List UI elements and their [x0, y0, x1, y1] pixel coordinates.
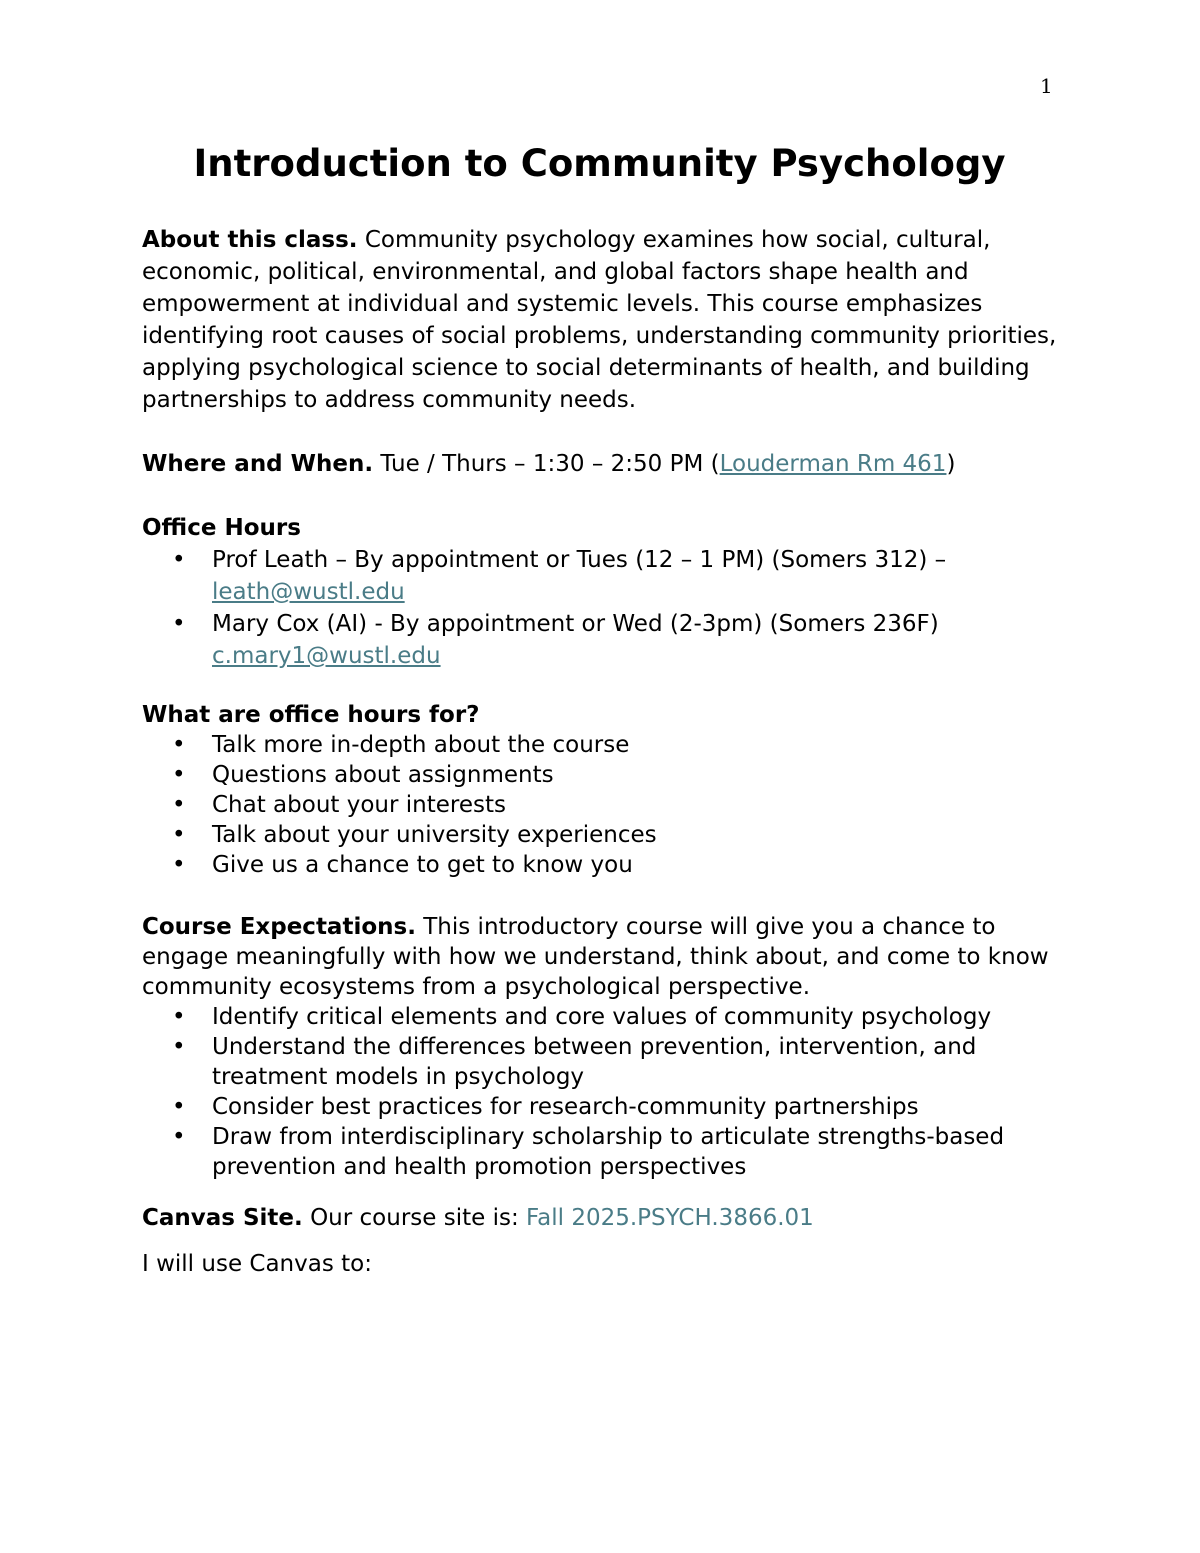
expectations-text: This introductory course will give you a chance to engage meaningfully with how we understand, think about, and come to know community ecosystems from a psychological perspective.	[142, 914, 1049, 1000]
office-hours-for-heading-text: What are office hours for?	[142, 702, 480, 728]
where-when-label: Where and When.	[142, 451, 374, 477]
canvas-use-line: I will use Canvas to:	[142, 1251, 372, 1277]
list-item: • Consider best practices for research-community partnerships	[142, 1092, 1067, 1122]
about-text: Community psychology examines how social, cultural, economic, political, environmental, and global factors shape health and empowerment at individual and systemic levels. This course emphasizes identifying root causes of social problems, understanding community priorities, applying psychological science to social determinants of health, and building partnerships to address community needs.	[142, 227, 1057, 413]
list-item: • Understand the differences between prevention, intervention, and treatment models in psychology	[142, 1032, 1067, 1092]
list-item: • Questions about assignments	[142, 760, 1067, 790]
prof-email-link[interactable]: leath@wustl.edu	[212, 579, 405, 605]
canvas-text: Our course site is:	[302, 1205, 527, 1231]
list-item	[142, 544, 1067, 608]
about-paragraph	[142, 224, 1067, 416]
expectations-paragraph	[142, 912, 1067, 1002]
office-hours-list	[142, 544, 1067, 672]
list-item: • Draw from interdisciplinary scholarship to articulate strengths-based prevention and health promotion perspectives	[142, 1122, 1067, 1182]
office-hours-for-list	[142, 730, 1067, 880]
canvas-course-link[interactable]: Fall 2025.PSYCH.3866.01	[526, 1205, 814, 1231]
office-hours-heading-text: Office Hours	[142, 515, 301, 541]
list-item	[142, 608, 1067, 672]
office-hours-for-heading	[142, 700, 1067, 730]
expectations-section	[142, 912, 1067, 1182]
office-hours-prof: Prof Leath – By appointment or Tues (12 – 1 PM) (Somers 312) –	[212, 547, 947, 573]
canvas-paragraph	[142, 1202, 1067, 1234]
expectations-list	[142, 1002, 1067, 1182]
where-when-close: )	[946, 451, 956, 477]
where-when-text: Tue / Thurs – 1:30 – 2:50 PM (	[373, 451, 720, 477]
ai-email-link[interactable]: c.mary1@wustl.edu	[212, 643, 441, 669]
page-title: Introduction to Community Psychology	[193, 142, 1006, 185]
about-label: About this class.	[142, 227, 358, 253]
office-hours-heading	[142, 512, 1067, 544]
where-when-paragraph	[142, 448, 1067, 480]
list-item: • Identify critical elements and core values of community psychology	[142, 1002, 1067, 1032]
list-item: • Talk more in-depth about the course	[142, 730, 1067, 760]
expectations-label: Course Expectations.	[142, 914, 416, 940]
list-item: • Chat about your interests	[142, 790, 1067, 820]
office-hours-ai: Mary Cox (AI) - By appointment or Wed (2-3pm) (Somers 236F)	[212, 611, 939, 637]
list-item: • Give us a chance to get to know you	[142, 850, 1067, 880]
office-hours-for-section	[142, 700, 1067, 880]
page-number: 1	[1040, 74, 1053, 98]
document-body	[142, 138, 1067, 1280]
office-hours-section	[142, 512, 1067, 672]
canvas-label: Canvas Site.	[142, 1205, 303, 1231]
list-item: • Talk about your university experiences	[142, 820, 1067, 850]
location-link[interactable]: Louderman Rm 461	[719, 451, 947, 477]
